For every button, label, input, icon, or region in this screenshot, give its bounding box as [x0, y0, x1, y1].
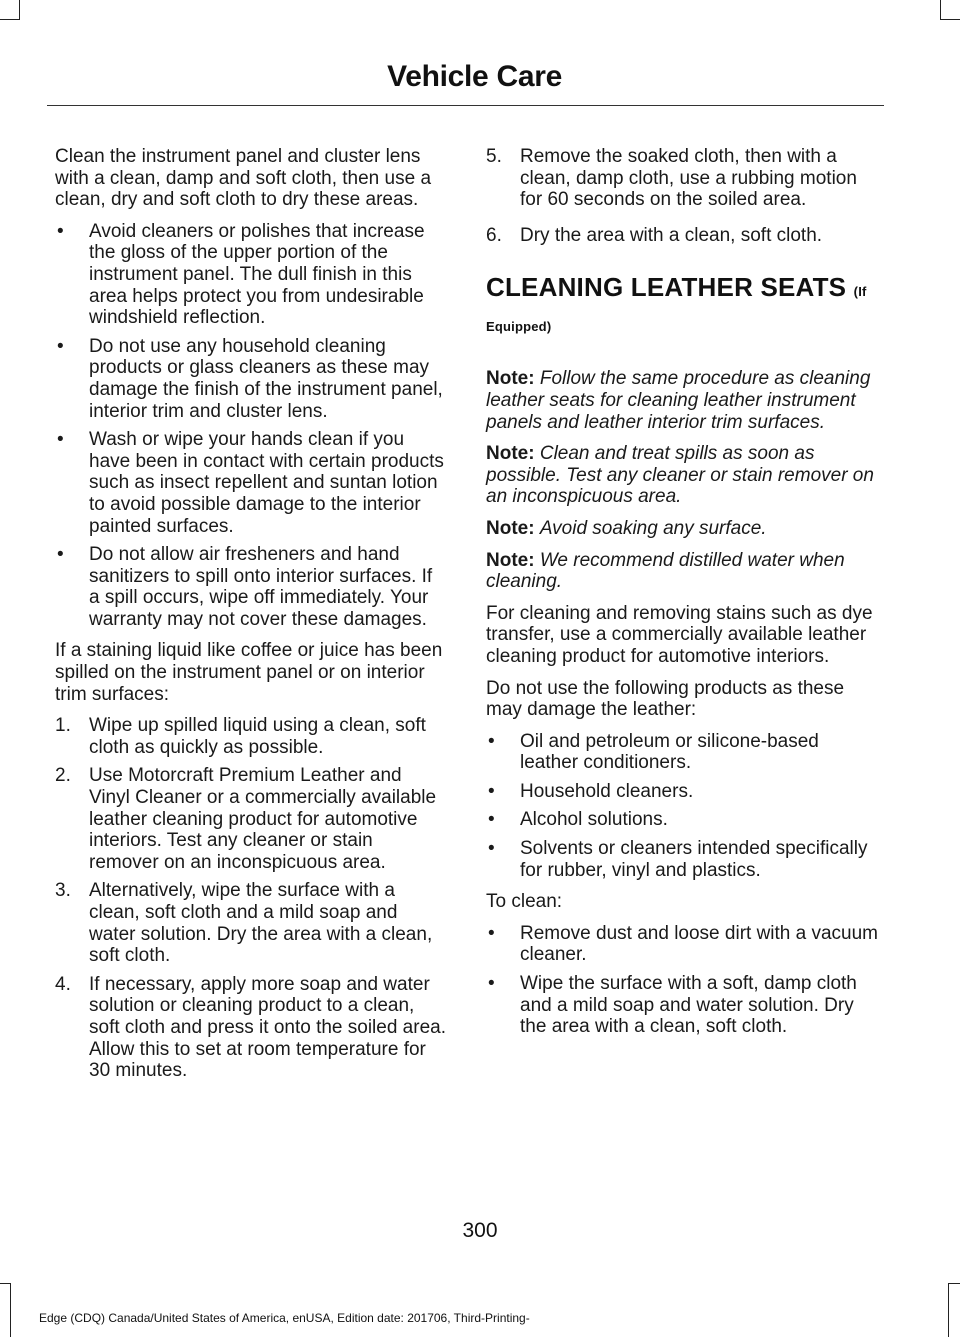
- spill-steps-list: [55, 715, 447, 1082]
- step-item: [486, 146, 880, 211]
- step-text: Alternatively, wipe the surface with a clean, soft cloth and a mild soap and water solution. Dry the area with a clean, soft cloth.: [89, 880, 433, 967]
- crop-mark-top-left: [19, 0, 20, 20]
- section-title: Vehicle Care: [387, 60, 562, 93]
- list-item: • Wipe the surface with a soft, damp cloth and a mild soap and water solution. Dry the area with a clean, soft cloth.: [486, 973, 880, 1038]
- note: [486, 550, 880, 593]
- crop-mark-bottom-right: [948, 1283, 949, 1337]
- clean-steps-list: [486, 923, 880, 1038]
- avoid-products-paragraph: Do not use the following products as these may damage the leather:: [486, 677, 845, 721]
- step-text: Dry the area with a clean, soft cloth.: [520, 224, 823, 246]
- intro-paragraph: Clean the instrument panel and cluster lens with a clean, damp and soft cloth, then use a clean, dry and soft cloth to dry these areas.: [55, 146, 432, 211]
- crop-mark-bottom-left: [10, 1283, 11, 1337]
- list-item: • Do not allow air fresheners and hand sanitizers to spill onto interior surfaces. If a spill occurs, wipe off immediately. Your warranty may not cover these damages.: [55, 544, 447, 630]
- list-item: • Solvents or cleaners intended specifically for rubber, vinyl and plastics.: [486, 838, 880, 881]
- list-item: • Oil and petroleum or silicone-based leather conditioners.: [486, 731, 880, 774]
- crop-mark-top-right: [940, 0, 941, 20]
- list-item: • Household cleaners.: [486, 781, 880, 803]
- crop-mark-bottom-left: [0, 1283, 10, 1284]
- step-item: [55, 765, 447, 873]
- list-item: • Avoid cleaners or polishes that increase the gloss of the upper portion of the instrument panel. The dull finish in this area helps protect you from undesirable windshield reflection.: [55, 221, 447, 329]
- list-item: • Remove dust and loose dirt with a vacuum cleaner.: [486, 923, 880, 966]
- note: [486, 443, 880, 508]
- list-item: • Alcohol solutions.: [486, 809, 880, 831]
- note-label: Note:: [486, 368, 535, 390]
- heading-qualifier: (If Equipped): [486, 284, 867, 335]
- step-number: 3.: [55, 880, 71, 902]
- step-number: 1.: [55, 715, 71, 737]
- spill-steps-list-continued: [486, 146, 880, 246]
- note-label: Note:: [486, 549, 535, 571]
- step-number: 2.: [55, 765, 71, 787]
- step-text: Use Motorcraft Premium Leather and Vinyl Cleaner or a commercially available leather cleaning product for automotive interiors. Test any cleaner or stain remover on an inconspicuous area.: [89, 765, 437, 873]
- leather-seats-heading: [486, 272, 880, 342]
- step-text: If necessary, apply more soap and water solution or cleaning product to a clean, soft cloth and press it onto the soiled area. Allow this to set at room temperature for 30 minutes.: [89, 973, 446, 1082]
- avoid-products-list: [486, 731, 880, 882]
- step-number: 5.: [486, 146, 502, 167]
- header-divider: [47, 105, 884, 106]
- note: [486, 368, 880, 433]
- step-item: [55, 974, 447, 1082]
- list-item: • Wash or wipe your hands clean if you have been in contact with certain products such as insect repellent and suntan lotion to avoid possible damage to the interior painted surfaces.: [55, 429, 447, 537]
- crop-mark-top-right: [940, 19, 960, 20]
- note-text: Avoid soaking any surface.: [539, 517, 767, 539]
- dye-transfer-paragraph: For cleaning and removing stains such as dye transfer, use a commercially available leather cleaning product for automotive interiors.: [486, 602, 873, 667]
- list-item: • Do not use any household cleaning products or glass cleaners as these may damage the finish of the instrument panel, interior trim and cluster lens.: [55, 336, 447, 422]
- spill-intro-paragraph: If a staining liquid like coffee or juice has been spilled on the instrument panel or on interior trim surfaces:: [55, 640, 443, 705]
- note-label: Note:: [486, 443, 535, 465]
- footer-edition-text: Edge (CDQ) Canada/United States of America, enUSA, Edition date: 201706, Third-Printing-: [39, 1311, 530, 1325]
- step-number: 4.: [55, 973, 71, 995]
- step-item: [486, 225, 880, 247]
- step-text: Wipe up spilled liquid using a clean, soft cloth as quickly as possible.: [89, 715, 426, 758]
- crop-mark-bottom-right: [948, 1283, 960, 1284]
- note-text: We recommend distilled water when cleaning.: [486, 549, 845, 593]
- left-column: [55, 146, 447, 1092]
- heading-main-text: CLEANING LEATHER SEATS: [486, 272, 847, 303]
- step-number: 6.: [486, 224, 502, 246]
- right-column: [486, 146, 880, 1048]
- crop-mark-top-left: [0, 19, 20, 20]
- step-item: [55, 715, 447, 758]
- note: [486, 518, 880, 540]
- note-text: Clean and treat spills as soon as possible. Test any cleaner or stain remover on an inconspicuous area.: [486, 443, 874, 508]
- to-clean-label: To clean:: [486, 891, 563, 913]
- note-text: Follow the same procedure as cleaning leather seats for cleaning leather instrument panels and leather interior trim surfaces.: [486, 368, 871, 433]
- step-item: [55, 880, 447, 966]
- step-text: Remove the soaked cloth, then with a clean, damp cloth, use a rubbing motion for 60 seconds on the soiled area.: [520, 146, 857, 211]
- precautions-list: [55, 221, 447, 631]
- note-label: Note:: [486, 517, 535, 539]
- page-number: 300: [462, 1219, 498, 1242]
